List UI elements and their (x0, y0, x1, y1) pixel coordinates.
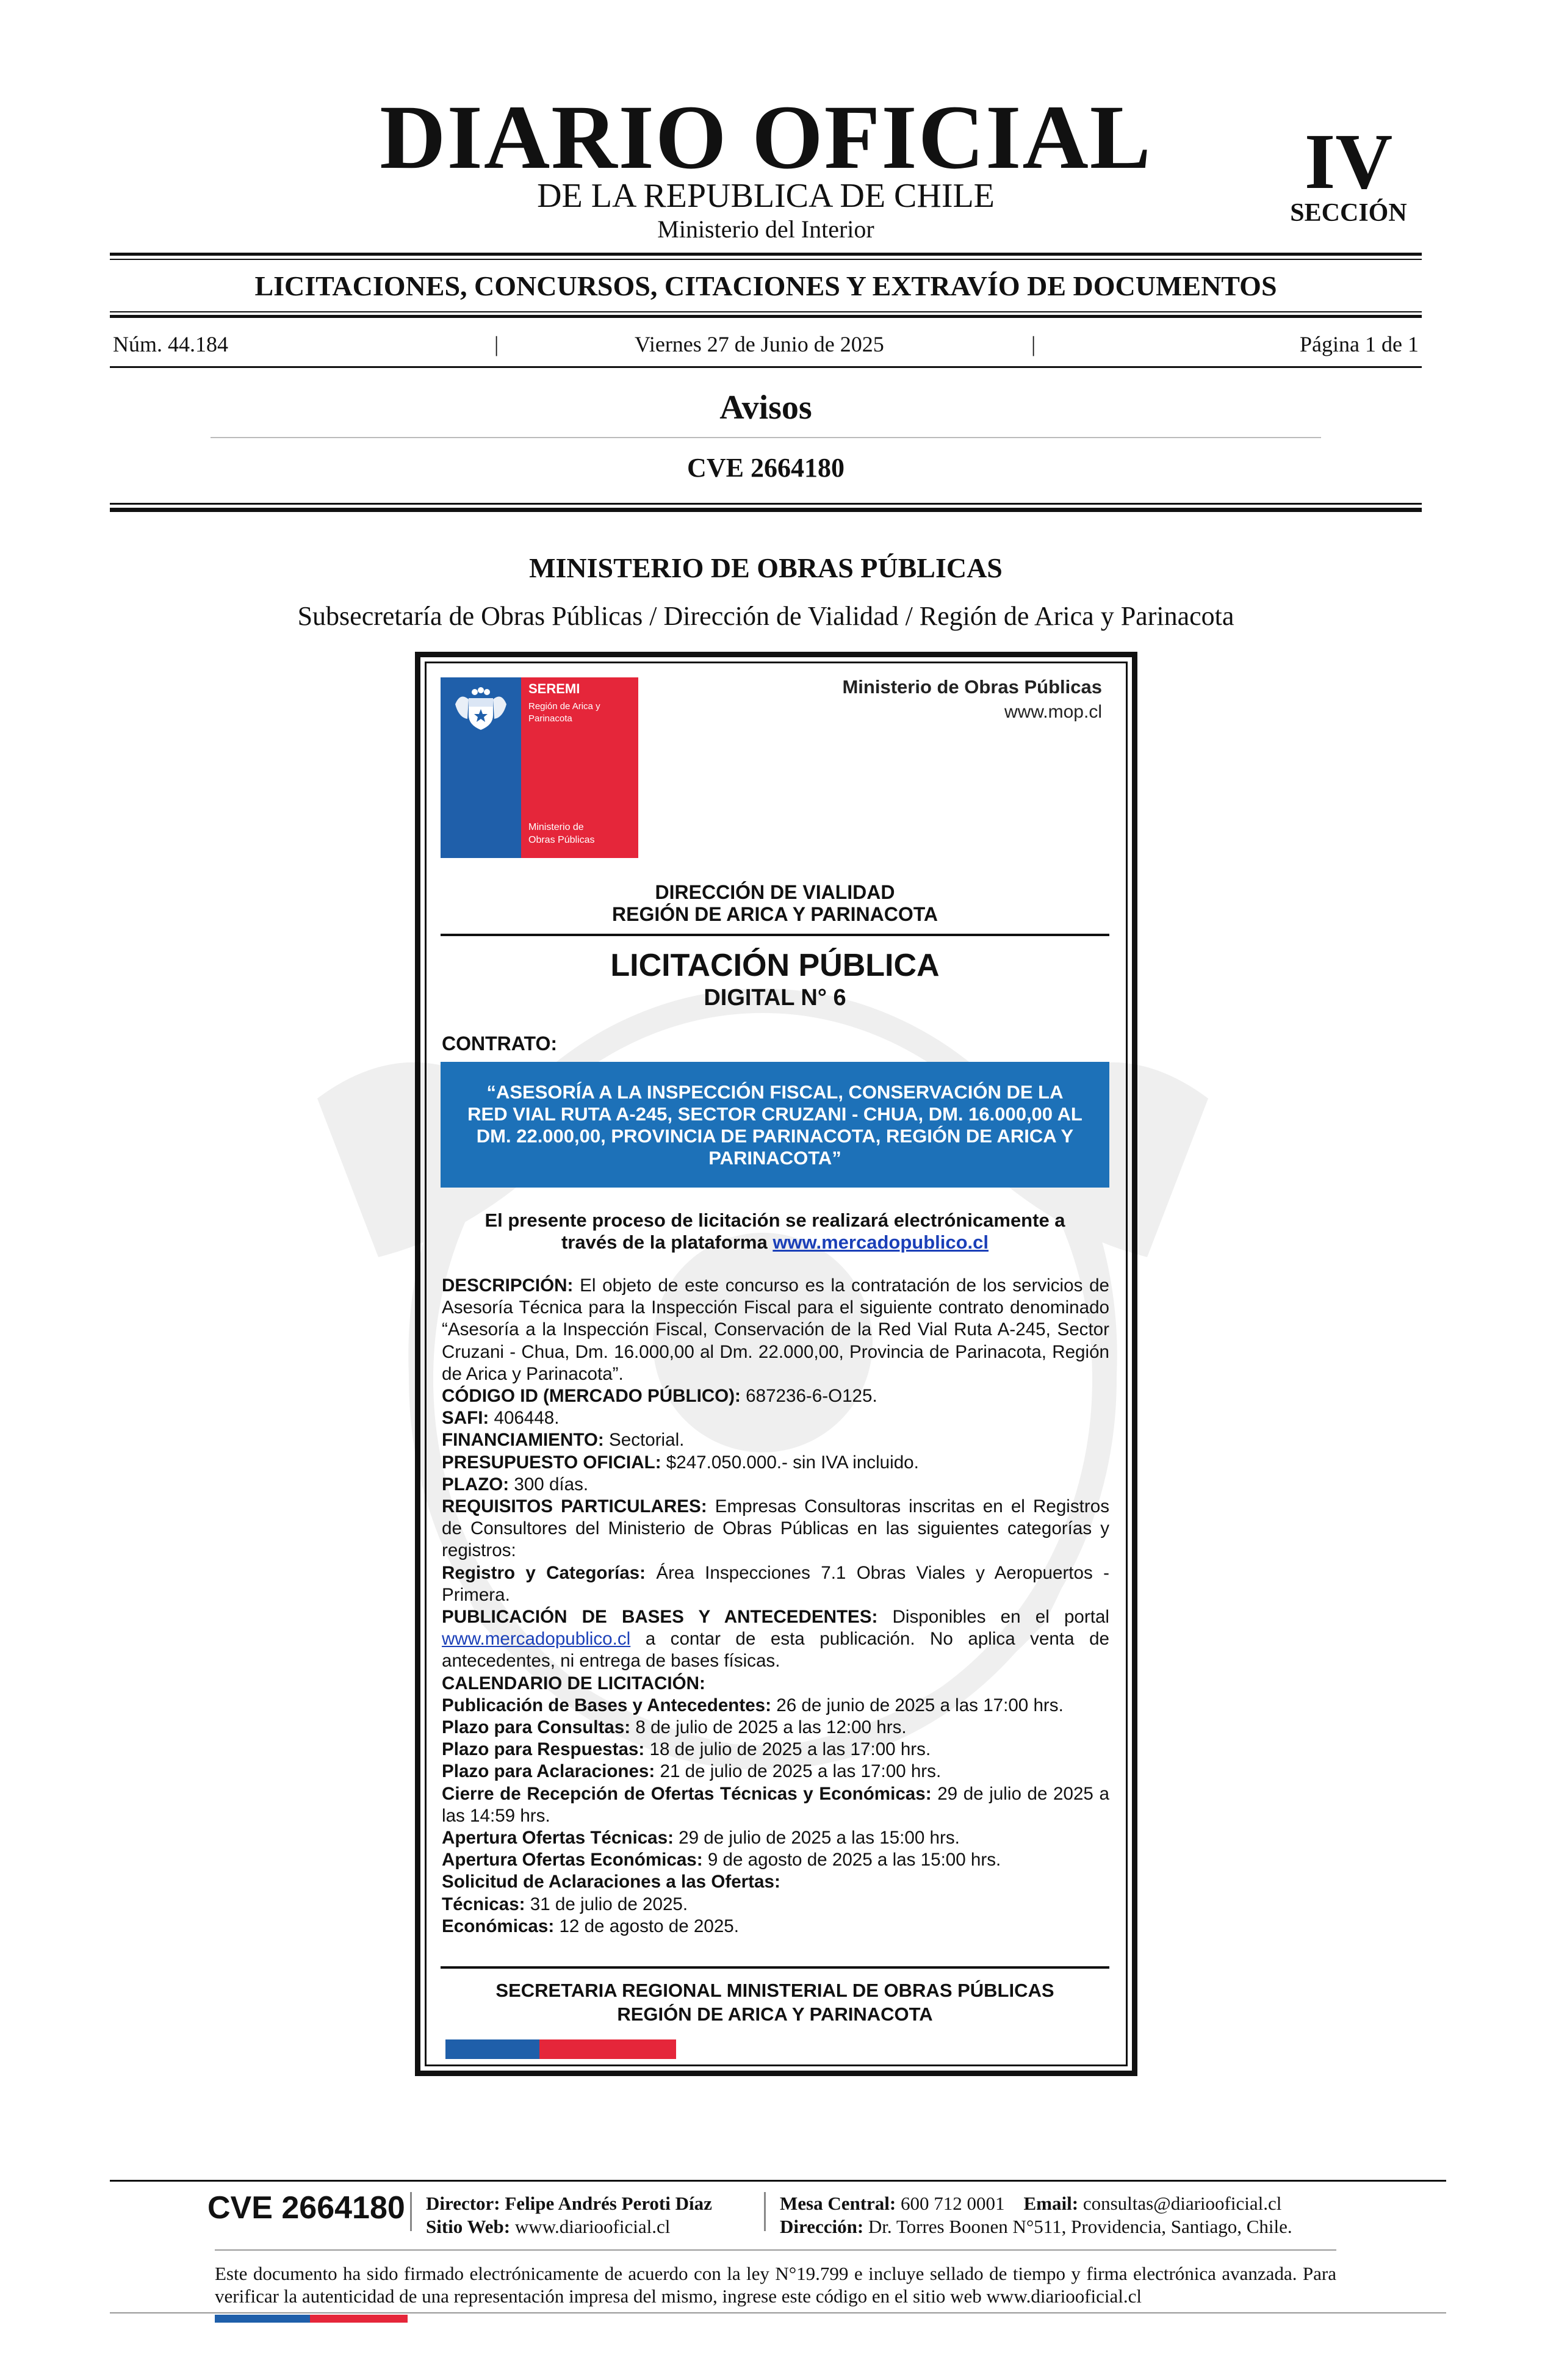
seremi-logo-region-line1: Región de Arica y (528, 701, 600, 712)
footer-director-name: Felipe Andrés Peroti Díaz (505, 2193, 712, 2214)
aclaraciones-label: Solicitud de Aclaraciones a las Ofertas: (442, 1872, 780, 1892)
chile-coat-of-arms-icon (452, 686, 510, 736)
notice-type-heading: Avisos (719, 389, 812, 427)
safi-line (442, 1407, 1109, 1429)
contract-name-line: “ASESORÍA A LA INSPECCIÓN FISCAL, CONSERVACIÓN DE LA (486, 1081, 1064, 1103)
contract-label: CONTRATO: (442, 1033, 558, 1055)
mercadopublico-link[interactable]: www.mercadopublico.cl (773, 1231, 989, 1253)
contract-name-line: DM. 22.000,00, PROVINCIA DE PARINACOTA, REGIÓN DE ARICA Y (476, 1125, 1074, 1147)
aclaraciones-item-value: 31 de julio de 2025. (530, 1894, 688, 1914)
description-paragraph (442, 1275, 1109, 1385)
footer-divider-1 (410, 2192, 412, 2231)
safi-value: 406448. (494, 1408, 560, 1429)
footer-flag-stripe-blue (215, 2315, 310, 2323)
publicacion-paragraph (442, 1606, 1109, 1673)
flag-stripe-red (539, 2039, 676, 2059)
requisitos-text: Empresas Consultoras inscritas en el Registros de Consultores del Ministerio de Obras Públicas en las siguientes categorías y registros: (442, 1496, 1110, 1561)
footer-flag-stripe-red (310, 2315, 408, 2323)
header-rule-top (110, 253, 1422, 256)
aclaraciones-item-value: 12 de agosto de 2025. (559, 1916, 739, 1936)
issuer-ministry: MINISTERIO DE OBRAS PÚBLICAS (529, 552, 1003, 583)
process-statement-line1: El presente proceso de licitación se realizará electrónicamente a (484, 1210, 1065, 1231)
calendar-item (442, 1849, 1109, 1871)
cve-code: CVE 2664180 (687, 453, 845, 483)
contract-name (445, 1081, 1104, 1169)
footer-site-value[interactable]: www.diariooficial.cl (514, 2216, 671, 2237)
footer-address (780, 2217, 1292, 2236)
category-rule (110, 315, 1422, 318)
calendar-item-value: 8 de julio de 2025 a las 12:00 hrs. (635, 1717, 907, 1738)
notice-footer-rule (441, 1966, 1109, 1969)
notice-signature-line2: REGIÓN DE ARICA Y PARINACOTA (617, 2003, 933, 2025)
requisitos-label: REQUISITOS PARTICULARES: (442, 1496, 707, 1517)
calendar-item-value: 29 de julio de 2025 a las 14:59 hrs. (442, 1783, 1109, 1826)
footer-mesa-label: Mesa Central: (780, 2193, 896, 2214)
header-rule-top-thin (110, 259, 1422, 260)
footer-email-value[interactable]: consultas@diariooficial.cl (1082, 2193, 1282, 2214)
process-statement (452, 1210, 1098, 1253)
notice-signature-line1: SECRETARIA REGIONAL MINISTERIAL DE OBRAS PÚBLICAS (495, 1980, 1054, 2001)
safi-label: SAFI: (442, 1408, 489, 1429)
calendar-item-value: 26 de junio de 2025 a las 17:00 hrs. (776, 1695, 1064, 1715)
issuer-department: Subsecretaría de Obras Públicas / Dirección de Vialidad / Región de Arica y Parinacota (297, 601, 1234, 631)
cve-rule-thin (110, 503, 1422, 505)
calendar-item-label: Plazo para Respuestas: (442, 1739, 645, 1760)
calendario-heading (442, 1673, 1109, 1695)
mop-brand-web: www.mop.cl (1004, 702, 1102, 722)
requisitos-paragraph (442, 1496, 1109, 1562)
tender-title: LICITACIÓN PÚBLICA (610, 948, 940, 983)
footer-divider-2 (764, 2192, 766, 2231)
plazo-line (442, 1474, 1109, 1496)
footer-site (426, 2217, 670, 2236)
description-label: DESCRIPCIÓN: (442, 1275, 574, 1296)
footer-director (426, 2194, 712, 2213)
calendario-label: CALENDARIO DE LICITACIÓN: (442, 1673, 705, 1693)
process-statement-line2 (452, 1231, 1098, 1253)
calendar-item-label: Apertura Ofertas Técnicas: (442, 1828, 674, 1848)
calendar-item-value: 9 de agosto de 2025 a las 15:00 hrs. (707, 1850, 1001, 1870)
calendar-item-label: Cierre de Recepción de Ofertas Técnicas y Económicas: (442, 1783, 932, 1804)
description-text: El objeto de este concurso es la contratación de los servicios de Asesoría Técnica para la Inspección Fiscal para el siguiente contrato denominado “Asesoría a la Inspección Fiscal, Conservación de la Red Vial Ruta A-245, Sector Cruzani - Chua, Dm. 16.000,00 al Dm. 22.000,00, Provincia de Parinacota, Región de Arica y Parinacota”. (442, 1275, 1109, 1384)
financiamiento-line (442, 1429, 1109, 1451)
footer-cve: CVE 2664180 (207, 2190, 405, 2226)
footer-legal-rule (215, 2249, 1336, 2251)
publicacion-text-1: Disponibles en el portal (892, 1607, 1109, 1628)
calendar-item-value: 18 de julio de 2025 a las 17:00 hrs. (649, 1739, 931, 1760)
footer-contact (780, 2194, 1281, 2213)
calendar-item-label: Plazo para Aclaraciones: (442, 1761, 655, 1782)
codigo-line (442, 1385, 1109, 1407)
issue-separator-1: | (494, 332, 499, 356)
publicacion-label: PUBLICACIÓN DE BASES Y ANTECEDENTES: (442, 1607, 878, 1628)
tender-subtitle: DIGITAL N° 6 (704, 985, 846, 1011)
calendar-item-value: 21 de julio de 2025 a las 17:00 hrs. (660, 1761, 942, 1782)
direction-line-1: DIRECCIÓN DE VIALIDAD (655, 881, 895, 903)
issue-page: Página 1 de 1 (1300, 332, 1419, 356)
plazo-label: PLAZO: (442, 1474, 510, 1495)
section-category: LICITACIONES, CONCURSOS, CITACIONES Y EXTRAVÍO DE DOCUMENTOS (254, 270, 1277, 301)
issue-rule (110, 366, 1422, 368)
calendar-item (442, 1695, 1109, 1717)
avisos-rule (211, 437, 1321, 438)
masthead-subtitle: DE LA REPUBLICA DE CHILE (537, 177, 995, 215)
aclaraciones-item-label: Económicas: (442, 1916, 555, 1936)
calendar-item-label: Plazo para Consultas: (442, 1717, 631, 1738)
footer-email-label: Email: (1023, 2193, 1079, 2214)
section-label: SECCIÓN (1290, 199, 1407, 227)
aclaraciones-item-label: Técnicas: (442, 1894, 525, 1914)
calendar-item (442, 1761, 1109, 1783)
seremi-logo-region-line2: Parinacota (528, 713, 572, 724)
contract-name-line: PARINACOTA” (708, 1147, 841, 1169)
publicacion-text-2: a contar de esta publicación. No aplica venta de antecedentes, ni entrega de bases físicas. (442, 1629, 1109, 1671)
aclaraciones-item (442, 1916, 1109, 1938)
financiamiento-value: Sectorial. (609, 1430, 685, 1451)
publicacion-link[interactable]: www.mercadopublico.cl (442, 1629, 631, 1650)
issue-separator-2: | (1031, 332, 1036, 356)
registro-paragraph (442, 1562, 1109, 1606)
footer-legal-text: Este documento ha sido firmado electrónicamente de acuerdo con la ley N°19.799 e incluye sellado de tiempo y firma electrónica avanzada. Para verificar la autenticidad de una representación impresa del mismo, ingrese este código en el sitio web www.diariooficial.cl (215, 2263, 1336, 2307)
codigo-label: CÓDIGO ID (MERCADO PÚBLICO): (442, 1386, 741, 1407)
flag-stripe-blue (445, 2039, 539, 2059)
footer-site-label: Sitio Web: (426, 2216, 511, 2237)
seremi-logo-ministry (528, 821, 632, 847)
contract-name-line: RED VIAL RUTA A-245, SECTOR CRUZANI - CHUA, DM. 16.000,00 AL (467, 1103, 1082, 1125)
mop-brand-name: Ministerio de Obras Públicas (842, 676, 1102, 698)
issue-number: Núm. 44.184 (113, 332, 228, 356)
seremi-logo-title: SEREMI (528, 681, 580, 696)
seremi-logo-region (528, 701, 632, 724)
seremi-logo-ministry-line1: Ministerio de (528, 822, 584, 832)
financiamiento-label: FINANCIAMIENTO: (442, 1430, 604, 1451)
category-rule-thin (110, 311, 1422, 312)
masthead-title: DIARIO OFICIAL (380, 87, 1152, 188)
page-footer-rule (110, 2180, 1446, 2182)
direction-line-2: REGIÓN DE ARICA Y PARINACOTA (612, 903, 938, 925)
direction-rule (441, 934, 1109, 936)
codigo-value: 687236-6-O125. (746, 1386, 877, 1407)
masthead-ministry: Ministerio del Interior (657, 215, 874, 243)
calendar-item (442, 1739, 1109, 1761)
calendar-item (442, 1783, 1109, 1827)
cve-rule (110, 508, 1422, 512)
calendar-item-value: 29 de julio de 2025 a las 15:00 hrs. (679, 1828, 960, 1848)
calendar-item-label: Publicación de Bases y Antecedentes: (442, 1695, 771, 1715)
footer-address-label: Dirección: (780, 2216, 864, 2237)
presupuesto-value: $247.050.000.- sin IVA incluido. (666, 1452, 919, 1473)
aclaraciones-heading (442, 1871, 1109, 1893)
footer-address-value: Dr. Torres Boonen N°511, Providencia, Santiago, Chile. (868, 2216, 1292, 2237)
issue-date: Viernes 27 de Junio de 2025 (635, 332, 884, 356)
registro-label: Registro y Categorías: (442, 1562, 646, 1583)
calendar-item (442, 1717, 1109, 1739)
section-number: IV (1304, 118, 1393, 206)
presupuesto-label: PRESUPUESTO OFICIAL: (442, 1452, 661, 1473)
aclaraciones-item (442, 1894, 1109, 1916)
calendar-item-label: Apertura Ofertas Económicas: (442, 1850, 703, 1870)
registro-text: Área Inspecciones 7.1 Obras Viales y Aeropuertos - Primera. (442, 1562, 1109, 1605)
footer-bottom-rule (110, 2312, 1446, 2313)
calendar-item (442, 1827, 1109, 1849)
footer-director-label: Director: (426, 2193, 500, 2214)
process-statement-prefix: través de la plataforma (561, 1231, 773, 1253)
plazo-value: 300 días. (514, 1474, 589, 1495)
footer-mesa-value: 600 712 0001 (901, 2193, 1005, 2214)
seremi-logo-ministry-line2: Obras Públicas (528, 834, 595, 845)
notice-body (442, 1275, 1109, 1938)
presupuesto-line (442, 1452, 1109, 1474)
